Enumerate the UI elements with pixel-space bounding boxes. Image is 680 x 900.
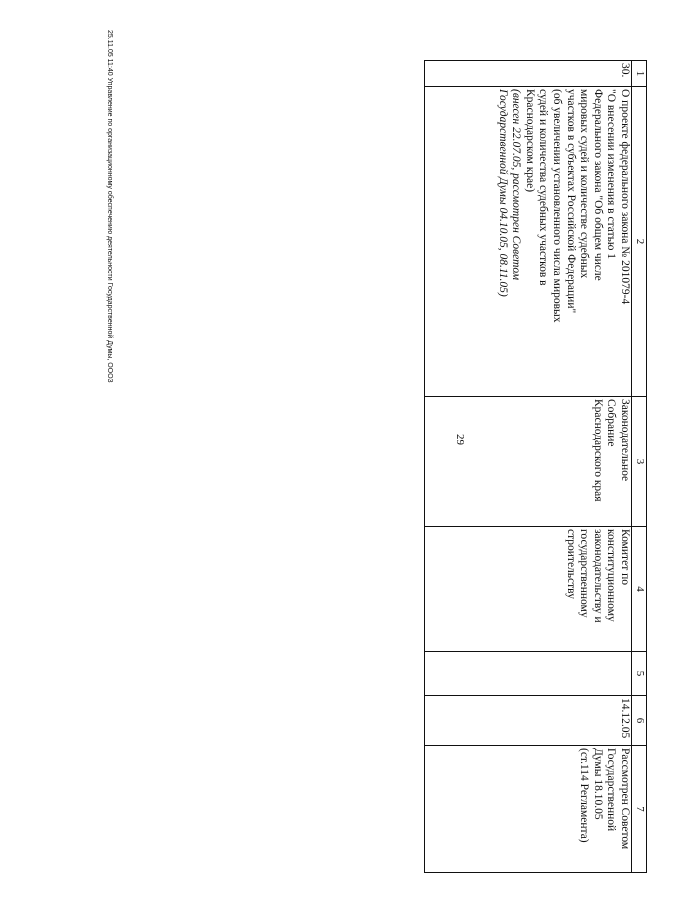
table-row — [495, 61, 631, 873]
description-note-line: Государственной Думы 04.10.05, 08.11.05) — [496, 89, 509, 297]
description-line: О проекте федерального закона № 201079-4 — [619, 89, 631, 305]
header-col-3: 3 — [632, 397, 647, 527]
spacer-cell — [425, 61, 496, 87]
date-cell: 14.12.05 — [495, 696, 631, 746]
status-cell — [495, 746, 631, 873]
committee-line: законодательству и — [591, 529, 604, 623]
spacer-cell — [425, 87, 496, 397]
page-number: 29 — [454, 434, 466, 445]
spacer-cell — [425, 696, 496, 746]
table-header-row — [632, 61, 647, 873]
description-line: "О внесении изменения в статью 1 — [605, 89, 618, 260]
header-col-5: 5 — [632, 652, 647, 696]
initiator-line: Собрание — [605, 399, 618, 447]
header-col-1: 1 — [632, 61, 647, 87]
bill-description — [495, 87, 631, 397]
description-line: судей и количества судебных участков в — [537, 89, 550, 286]
description-line: мировых судей и количестве судебных — [578, 89, 591, 279]
status-line: (ст.114 Регламента) — [578, 748, 591, 843]
header-col-2: 2 — [632, 87, 647, 397]
spacer-cell — [425, 652, 496, 696]
header-col-7: 7 — [632, 746, 647, 873]
description-note-line: (внесен 22.07.05, рассмотрен Советом — [510, 89, 523, 281]
committee-line: конституционному — [605, 529, 618, 622]
description-line: (об увеличении установленного числа мировых — [551, 89, 564, 323]
committee-line: Комитет по — [619, 529, 631, 585]
status-line: Думы 18.10.05 — [591, 748, 604, 820]
initiator-cell — [495, 397, 631, 527]
committee-line: строительству — [564, 529, 577, 599]
rotated-page — [40, 0, 680, 900]
bills-table — [424, 60, 647, 873]
committee-line: государственному — [578, 529, 591, 618]
status-line: Рассмотрен Советом — [619, 748, 631, 850]
committee-cell — [495, 527, 631, 652]
header-col-6: 6 — [632, 696, 647, 746]
print-footer: 25.11.05 11:40 Управление по организационному обеспечению деятельности Государственной Думы, ООО3 — [106, 30, 113, 383]
description-line: участков в субъектах Российской Федерации" — [564, 89, 577, 314]
initiator-line: Законодательное — [619, 399, 631, 482]
spacer-cell — [425, 527, 496, 652]
description-line: Федерального закона "Об общем числе — [591, 89, 604, 281]
description-line: Краснодарском крае) — [523, 89, 536, 193]
col5-cell — [495, 652, 631, 696]
status-line: Государственной — [605, 748, 618, 832]
initiator-line: Краснодарского края — [591, 399, 604, 502]
header-col-4: 4 — [632, 527, 647, 652]
row-number: 30. — [495, 61, 631, 87]
table-bottom-spacer — [425, 61, 496, 873]
spacer-cell — [425, 397, 496, 527]
spacer-cell — [425, 746, 496, 873]
